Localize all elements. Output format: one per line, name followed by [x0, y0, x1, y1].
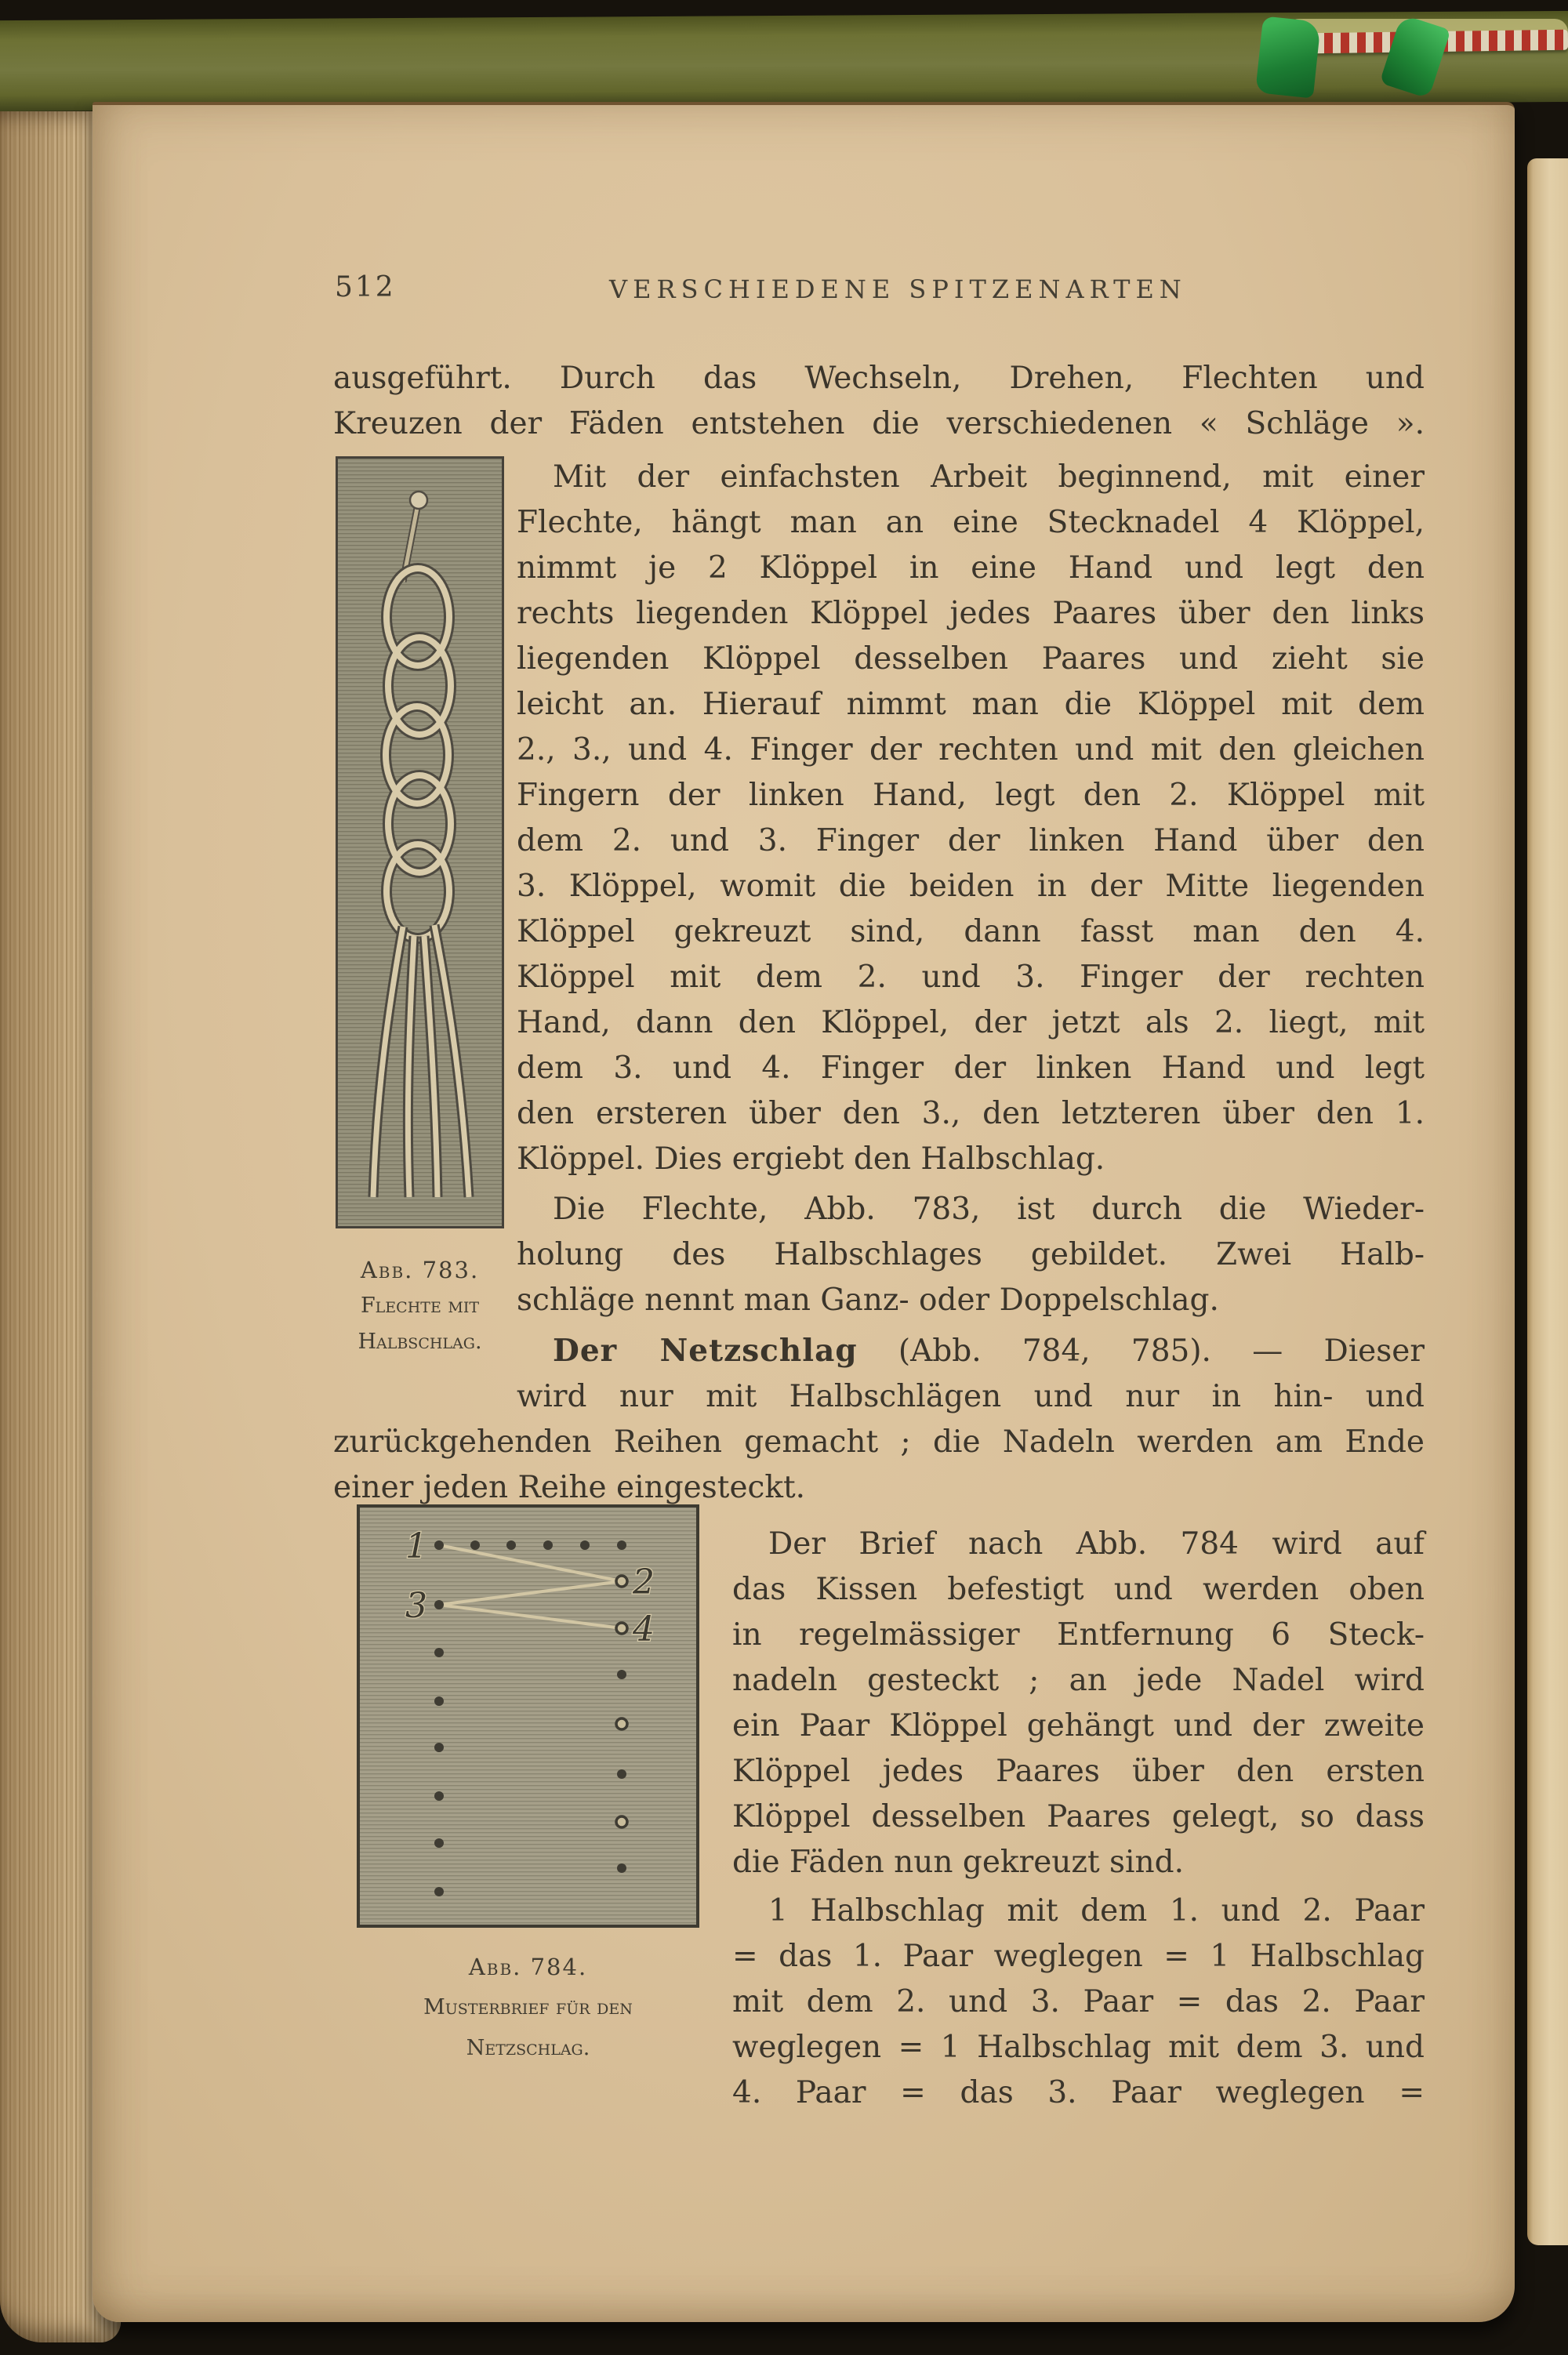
text-line: Flechte, hängt man an eine Stecknadel 4 Klöppel,: [517, 505, 1425, 540]
text-line: wird nur mit Halbschlägen und nur in hin- und: [517, 1379, 1425, 1414]
text-line: nadeln gesteckt ; an jede Nadel wird: [732, 1663, 1425, 1698]
text-line: Fingern der linken Hand, legt den 2. Klöppel mit: [517, 778, 1425, 813]
figure-784: [357, 1504, 699, 2069]
text-line: das Kissen befestigt und werden oben: [732, 1572, 1425, 1607]
text-line: Klöppel desselben Paares gelegt, so dass: [732, 1799, 1425, 1834]
text-line: die Fäden nun gekreuzt sind.: [732, 1845, 1184, 1880]
paragraph-brief: [333, 1522, 1425, 2116]
text-line: den ersteren über den 3., den letzteren über den 1.: [517, 1096, 1425, 1131]
text-body: [333, 356, 1425, 2116]
text-line: ein Paar Klöppel gehängt und der zweite: [732, 1708, 1425, 1744]
text-line: liegenden Klöppel desselben Paares und zieht sie: [517, 641, 1425, 677]
text-line: in regelmässiger Entfernung 6 Steck-: [732, 1617, 1425, 1653]
caption-line: Abb. 783.: [360, 1257, 480, 1283]
text-line: = das 1. Paar weglegen = 1 Halbschlag: [732, 1939, 1425, 1974]
braid-illustration: [336, 456, 504, 1228]
caption-line: Halbschlag.: [358, 1330, 482, 1354]
text-line: schläge nennt man Ganz- oder Doppelschlag.: [517, 1283, 1219, 1318]
text-line: einer jeden Reihe eingesteckt.: [333, 1470, 806, 1505]
caption-line: Flechte mit: [360, 1294, 480, 1318]
text-line: ausgeführt. Durch das Wechseln, Drehen, Flechten und: [333, 361, 1425, 396]
svg-text:2: 2: [633, 1562, 655, 1602]
text-line: Klöppel jedes Paares über den ersten: [732, 1754, 1425, 1789]
text-line: Kreuzen der Fäden entstehen die verschiedenen « Schläge ».: [333, 406, 1425, 441]
text-line: nimmt je 2 Klöppel in eine Hand und legt den: [517, 550, 1425, 586]
text-line: Hand, dann den Klöppel, der jetzt als 2. liegt, mit: [517, 1005, 1425, 1040]
page-number: 512: [335, 271, 396, 303]
running-title: VERSCHIEDENE SPITZENARTEN: [609, 274, 1187, 304]
caption-line: Abb. 784.: [468, 1954, 588, 1980]
svg-text:1: 1: [405, 1526, 427, 1566]
text-line: Mit der einfachsten Arbeit beginnend, mit einer: [553, 459, 1425, 495]
text-line: mit dem 2. und 3. Paar = das 2. Paar: [732, 1984, 1425, 2019]
caption-line: Netzschlag.: [466, 2036, 590, 2060]
figure-783: [336, 456, 504, 1360]
caption-line: Musterbrief für den: [423, 1995, 633, 2019]
text-line: holung des Halbschlages gebildet. Zwei Halb-: [517, 1237, 1425, 1272]
text-line: zurückgehenden Reihen gemacht ; die Nadeln werden am Ende: [333, 1424, 1425, 1460]
figure-783-caption: [336, 1252, 504, 1360]
text-line: Klöppel mit dem 2. und 3. Finger der rechten: [517, 960, 1425, 995]
text-line: Der Brief nach Abb. 784 wird auf: [768, 1526, 1425, 1562]
text-line: Klöppel gekreuzt sind, dann fasst man den 4.: [517, 914, 1425, 949]
text-line: 1 Halbschlag mit dem 1. und 2. Paar: [768, 1893, 1425, 1929]
svg-text:4: 4: [633, 1609, 655, 1649]
text-line: 3. Klöppel, womit die beiden in der Mitte liegenden: [517, 869, 1425, 904]
text-line: rechts liegenden Klöppel jedes Paares über den links: [517, 596, 1425, 631]
svg-text:3: 3: [405, 1586, 427, 1626]
pattern-diagram: [357, 1504, 699, 1928]
text-line: leicht an. Hierauf nimmt man die Klöppel mit dem: [517, 687, 1425, 722]
text-line: Die Flechte, Abb. 783, ist durch die Wieder-: [553, 1192, 1425, 1227]
bookmark-ribbon-icon: [1255, 16, 1321, 98]
book-page: [93, 102, 1515, 2322]
paragraph-intro: [333, 356, 1425, 447]
text-line: dem 2. und 3. Finger der linken Hand über den: [517, 823, 1425, 858]
next-page-edge: [1527, 158, 1568, 2245]
page-header: [333, 271, 1425, 310]
text-line: Klöppel. Dies ergiebt den Halbschlag.: [517, 1141, 1105, 1177]
text-line: dem 3. und 4. Finger der linken Hand und legt: [517, 1050, 1425, 1086]
text-line: 2., 3., und 4. Finger der rechten und mit den gleichen: [517, 732, 1425, 767]
text-line: 4. Paar = das 3. Paar weglegen =: [732, 2075, 1425, 2110]
figure-784-caption: [357, 1947, 699, 2069]
text-line: Der Netzschlag (Abb. 784, 785). — Dieser: [553, 1333, 1425, 1369]
text-line: weglegen = 1 Halbschlag mit dem 3. und: [732, 2030, 1425, 2065]
